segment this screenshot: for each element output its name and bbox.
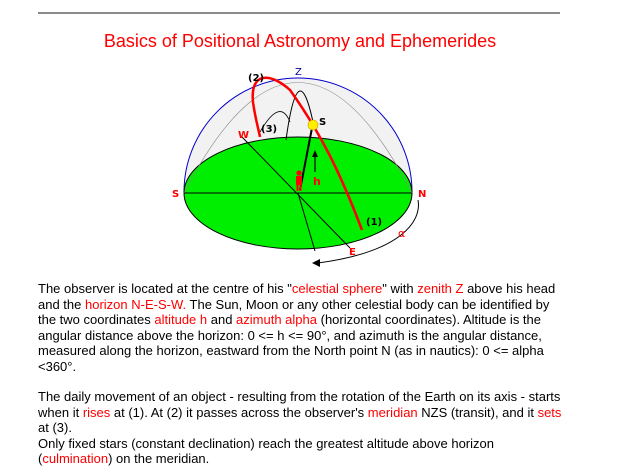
label-pos1: (1)	[366, 217, 383, 228]
label-altitude: h	[313, 175, 321, 188]
sets-link[interactable]: sets	[537, 404, 562, 420]
rises-link[interactable]: rises	[82, 404, 111, 420]
label-south: S	[172, 189, 180, 200]
daily-movement-paragraph	[38, 389, 563, 467]
label-azimuth: α	[398, 227, 406, 240]
page-title: Basics of Positional Astronomy and Ephemerides	[103, 31, 497, 51]
label-north: N	[418, 189, 427, 200]
celestial-sphere-diagram	[160, 62, 440, 272]
intro-paragraph	[38, 281, 563, 374]
para2-text-1: The daily movement of an object - resulting from the rotation of the Earth on its axis - starts when it	[38, 389, 561, 420]
culmination-link[interactable]: culmination	[42, 451, 109, 466]
meridian-link[interactable]: meridian	[367, 404, 418, 420]
star-icon	[308, 120, 318, 130]
celestial-sphere-link[interactable]: celestial sphere	[291, 281, 383, 296]
horizon-link[interactable]: horizon N-E-S-W.	[85, 296, 187, 312]
para2-text-2: at (1). At (2) it passes across the observer's	[110, 404, 368, 420]
label-west: W	[238, 130, 250, 141]
para1-text-5: and	[207, 312, 237, 327]
para2-text-3: NZS (transit), and it	[417, 404, 538, 420]
label-east: E	[349, 247, 356, 258]
para1-text-6: (horizontal coordinates). Altitude is the angular distance above the horizon: 0 <= h <= 90°, and azimuth is the angular distance, measured along the horizon, eastward from the North point N (as in nautics): 0 <= alpha <360°.	[38, 312, 544, 374]
para1-text-1: The observer is located at the centre of his "	[38, 281, 292, 296]
para2-text-6: ) on the meridian.	[108, 451, 210, 466]
altitude-link[interactable]: altitude h	[154, 312, 208, 327]
para2-text-4: at (3).	[38, 420, 72, 435]
para1-text-2: " with	[382, 281, 418, 296]
label-zenith: Z	[295, 67, 302, 78]
label-pos2: (2)	[248, 73, 265, 84]
azimuth-arrowhead	[312, 259, 320, 267]
zenith-link[interactable]: zenith Z	[417, 281, 464, 296]
para2-text-5: Only fixed stars (constant declination) reach the greatest altitude above horizon (	[38, 435, 494, 466]
azimuth-link[interactable]: azimuth alpha	[236, 312, 317, 327]
label-star: S	[319, 117, 327, 128]
para1-text-3: above his head and the	[38, 281, 556, 312]
label-pos3: (3)	[261, 124, 278, 135]
para1-text-4: The Sun, Moon or any other celestial body can be identified by the two coordinates	[38, 296, 550, 327]
top-rule	[38, 12, 560, 14]
